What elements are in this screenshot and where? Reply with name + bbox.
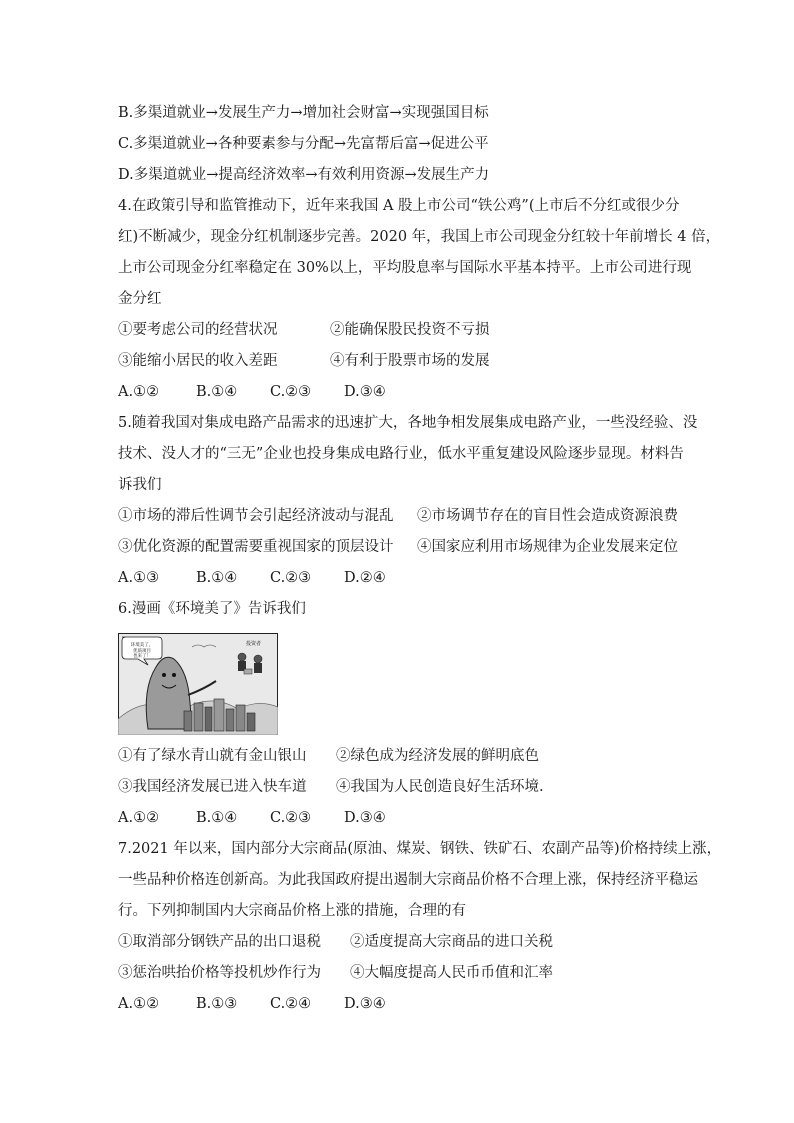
q6-choice-a: A.①② [118, 810, 160, 826]
q4-items-row2 [118, 346, 678, 377]
q5-stem-line2: 技术、没人才的“三无”企业也投身集成电路行业，低水平重复建设风险逐步显现。材料告 [118, 446, 684, 462]
cartoon-investor-label: 投资者 [246, 641, 262, 647]
q4-choices [118, 377, 678, 408]
q4-choice-c: C.②③ [270, 384, 312, 400]
q7-choice-d: D.③④ [344, 996, 386, 1012]
q4-choice-a: A.①② [118, 384, 160, 400]
q7-choice-a: A.①② [118, 996, 160, 1012]
q7-choices [118, 989, 678, 1020]
q7-items-row1 [118, 927, 678, 958]
q5-stem-line3: 诉我们 [118, 477, 162, 493]
q7-choice-c: C.②④ [270, 996, 312, 1012]
cartoon-bubble-text: 环境美了， [130, 643, 154, 648]
q4-item2: ②能确保股民投资不亏损 [330, 322, 490, 338]
q4-stem-line1: 4.在政策引导和监管推动下，近年来我国 A 股上市公司“铁公鸡”(上市后不分红或很少分 [118, 198, 680, 214]
q4-stem-line2: 红)不断减少，现金分红机制逐步完善。2020 年，我国上市公司现金分红较十年前增长 4 倍， [118, 229, 721, 245]
q5-item3: ③优化资源的配置需要重视国家的顶层设计 [118, 539, 394, 555]
q7-choice-b: B.①③ [196, 996, 238, 1012]
q7-items-row2 [118, 958, 678, 989]
q6-item2: ②绿色成为经济发展的鲜明底色 [336, 748, 539, 764]
q5-choice-a: A.①③ [118, 570, 160, 586]
q5-choice-d: D.②④ [344, 570, 386, 586]
q3-option-d: D.多渠道就业→提高经济效率→有效利用资源→发展生产力 [118, 167, 490, 183]
q4-item4: ④有利于股票市场的发展 [330, 353, 490, 369]
q6-item1: ①有了绿水青山就有金山银山 [118, 748, 307, 764]
q5-choice-c: C.②③ [270, 570, 312, 586]
q4-choice-b: B.①④ [196, 384, 238, 400]
q5-items-row1 [118, 501, 678, 532]
q7-item1: ①取消部分钢铁产品的出口退税 [118, 934, 321, 950]
cartoon-illustration [118, 633, 278, 735]
environment-cartoon [118, 633, 278, 735]
q5-stem-line1: 5.随着我国对集成电路产品需求的迅速扩大，各地争相发展集成电路产业，一些没经验、没 [118, 415, 698, 431]
exam-page [118, 98, 722, 1020]
q6-items-row1 [118, 741, 678, 772]
q6-stem: 6.漫画《环境美了》告诉我们 [118, 601, 306, 617]
q4-item3: ③能缩小居民的收入差距 [118, 353, 278, 369]
q6-item3: ③我国经济发展已进入快车道 [118, 779, 307, 795]
q4-choice-d: D.③④ [344, 384, 386, 400]
q6-choice-b: B.①④ [196, 810, 238, 826]
q7-stem-line1: 7.2021 年以来，国内部分大宗商品(原油、煤炭、钢铁、铁矿石、农副产品等)价格持续上涨， [118, 841, 722, 857]
q5-item1: ①市场的滞后性调节会引起经济波动与混乱 [118, 508, 394, 524]
q3-option-b: B.多渠道就业→发展生产力→增加社会财富→实现强国目标 [118, 105, 489, 121]
q6-choices [118, 803, 678, 834]
q7-stem-line2: 一些品种价格连创新高。为此我国政府提出遏制大宗商品价格不合理上涨，保持经济平稳运 [118, 872, 698, 888]
q6-choice-d: D.③④ [344, 810, 386, 826]
svg-text:优质项目: 优质项目 [133, 649, 151, 654]
q6-item4: ④我国为人民创造良好生活环境. [336, 779, 544, 795]
q5-item4: ④国家应利用市场规律为企业发展来定位 [417, 539, 678, 555]
svg-text:也来了！: 也来了！ [133, 654, 151, 659]
q7-item3: ③惩治哄抬价格等投机炒作行为 [118, 965, 321, 981]
q7-stem-line3: 行。下列抑制国内大宗商品价格上涨的措施，合理的有 [118, 903, 466, 919]
q5-choices [118, 563, 678, 594]
q3-option-c: C.多渠道就业→各种要素参与分配→先富帮后富→促进公平 [118, 136, 489, 152]
q7-item2: ②适度提高大宗商品的进口关税 [350, 934, 553, 950]
q4-stem-line4: 金分红 [118, 291, 162, 307]
q4-item1: ①要考虑公司的经营状况 [118, 322, 278, 338]
q5-choice-b: B.①④ [196, 570, 238, 586]
q5-items-row2 [118, 532, 678, 563]
q7-item4: ④大幅度提高人民币币值和汇率 [350, 965, 553, 981]
q6-items-row2 [118, 772, 678, 803]
q6-choice-c: C.②③ [270, 810, 312, 826]
q4-stem-line3: 上市公司现金分红率稳定在 30%以上，平均股息率与国际水平基本持平。上市公司进行现 [118, 260, 692, 276]
q4-items-row1 [118, 315, 678, 346]
q5-item2: ②市场调节存在的盲目性会造成资源浪费 [417, 508, 678, 524]
